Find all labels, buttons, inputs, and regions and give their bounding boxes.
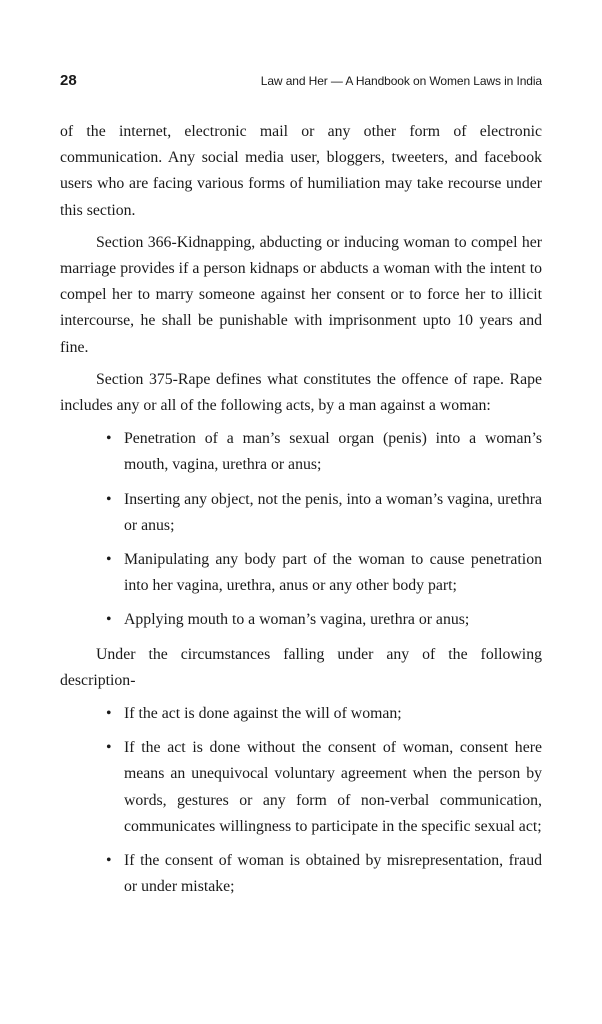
running-title: Law and Her — A Handbook on Women Laws in India xyxy=(260,74,542,88)
bullet-icon: • xyxy=(106,611,112,629)
list-item xyxy=(106,848,542,900)
list-item-text: Penetration of a man’s sexual organ (penis) into a woman’s mouth, vagina, urethra or anus; xyxy=(124,430,542,474)
list-item-text: If the act is done against the will of woman; xyxy=(124,705,402,723)
bullet-icon: • xyxy=(106,852,112,870)
list-item-text: Manipulating any body part of the woman to cause penetration into her vagina, urethra, anus or any other body part; xyxy=(124,551,542,595)
paragraph-continuation: of the internet, electronic mail or any other form of electronic communication. Any social media user, bloggers, tweeters, and facebook users who are facing various forms of humiliation may take recourse under this section. xyxy=(60,123,542,219)
list-item xyxy=(106,487,542,539)
list-item-text: Inserting any object, not the penis, into a woman’s vagina, urethra or anus; xyxy=(124,490,542,534)
list-item xyxy=(106,547,542,599)
page-number: 28 xyxy=(60,72,77,89)
paragraph-section-375: Section 375-Rape defines what constitutes the offence of rape. Rape includes any or all of the following acts, by a man against a woman: xyxy=(60,370,542,415)
list-item xyxy=(106,607,542,633)
page-header xyxy=(60,72,542,92)
circumstances-list xyxy=(60,701,542,900)
list-item-text: If the consent of woman is obtained by misrepresentation, fraud or under mistake; xyxy=(124,852,542,896)
bullet-icon: • xyxy=(106,705,112,723)
page-body xyxy=(60,119,542,908)
list-item-text: Applying mouth to a woman’s vagina, urethra or anus; xyxy=(124,611,470,629)
bullet-icon: • xyxy=(106,490,112,508)
list-item xyxy=(106,701,542,727)
list-item-text: If the act is done without the consent of woman, consent here means an unequivocal voluntary agreement when the person by words, gestures or any form of non-verbal communication, communicates willingness to participate in the specific sexual act; xyxy=(124,739,542,835)
list-item xyxy=(106,426,542,478)
acts-list xyxy=(60,426,542,633)
paragraph-section-366: Section 366-Kidnapping, abducting or inducing woman to compel her marriage provides if a person kidnaps or abducts a woman with the intent to compel her to marry someone against her consent or to force her to illicit intercourse, he shall be punishable with imprisonment upto 10 years and fine. xyxy=(60,233,542,356)
bullet-icon: • xyxy=(106,430,112,448)
list-item xyxy=(106,735,542,840)
paragraph-circumstances: Under the circumstances falling under any of the following description- xyxy=(60,645,542,689)
bullet-icon: • xyxy=(106,551,112,569)
bullet-icon: • xyxy=(106,739,112,757)
